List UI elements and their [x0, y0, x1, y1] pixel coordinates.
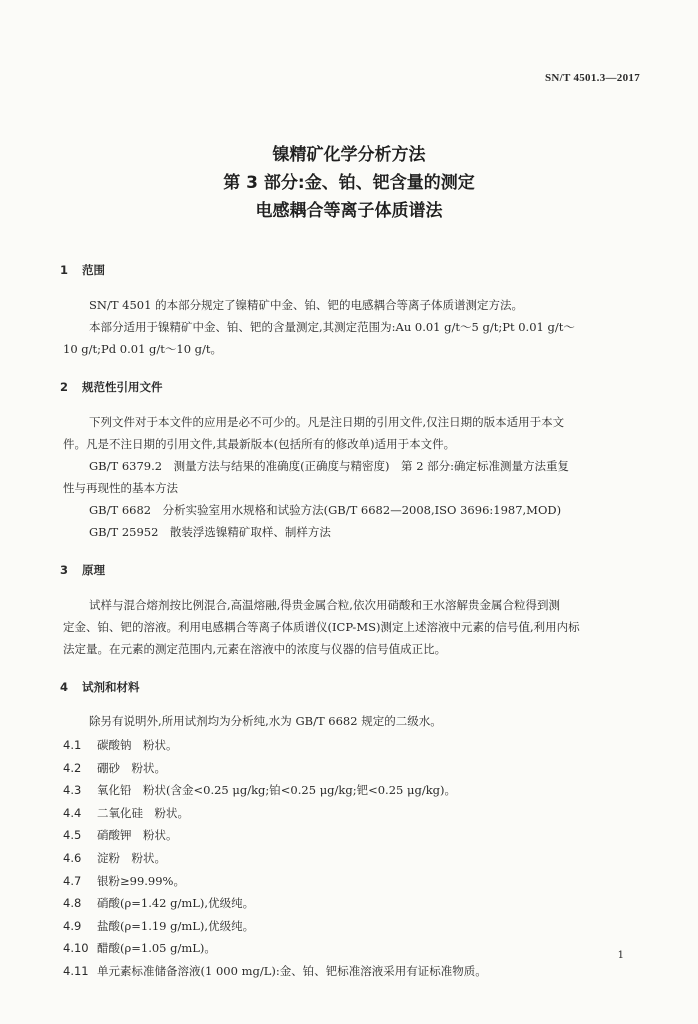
item-text: 单元素标准储备溶液(1 000 mg/L):金、铂、钯标准溶液采用有证标准物质。	[97, 964, 487, 978]
section-title: 规范性引用文件	[82, 380, 163, 394]
section-number: 4	[60, 680, 69, 694]
item-number: 4.9	[63, 918, 82, 933]
list-item	[63, 850, 166, 866]
section-4-heading	[60, 679, 140, 695]
reference-line: GB/T 6682 分析实验室用水规格和试验方法(GB/T 6682—2008,ISO 3696:1987,MOD)	[89, 503, 562, 517]
paragraph: 件。凡是不注日期的引用文件,其最新版本(包括所有的修改单)适用于本文件。	[63, 437, 456, 451]
list-item	[63, 918, 254, 934]
list-item	[63, 895, 254, 911]
item-text: 醋酸(ρ=1.05 g/mL)。	[97, 941, 216, 956]
section-number: 2	[60, 380, 69, 394]
list-item	[63, 805, 189, 821]
item-number: 4.5	[63, 828, 82, 843]
paragraph: SN/T 4501 的本部分规定了镍精矿中金、铂、钯的电感耦合等离子体质谱测定方法。	[89, 298, 524, 312]
item-text: 银粉≥99.99%。	[97, 873, 185, 888]
item-text: 二氧化硅 粉状。	[97, 805, 189, 820]
section-title: 原理	[82, 563, 105, 577]
reference-line: GB/T 25952 散装浮选镍精矿取样、制样方法	[89, 525, 331, 539]
item-number: 4.10	[63, 941, 89, 956]
reference-line: GB/T 6379.2 测量方法与结果的准确度(正确度与精密度) 第 2 部分:确定标准测量方法重复	[89, 459, 570, 473]
item-text: 淀粉 粉状。	[97, 851, 166, 865]
section-number: 1	[60, 263, 69, 277]
section-title: 范围	[82, 263, 105, 277]
paragraph: 除另有说明外,所用试剂均为分析纯,水为 GB/T 6682 规定的二级水。	[89, 714, 442, 728]
item-number: 4.1	[63, 738, 82, 752]
reference-line: 性与再现性的基本方法	[63, 481, 178, 495]
item-number: 4.7	[63, 873, 82, 888]
title-line-3: 电感耦合等离子体质谱法	[255, 201, 443, 221]
list-item	[63, 940, 216, 956]
section-3-heading	[60, 562, 105, 578]
item-number: 4.8	[63, 896, 82, 911]
item-text: 碳酸钠 粉状。	[97, 738, 178, 752]
item-number: 4.4	[63, 805, 82, 820]
paragraph: 10 g/t;Pd 0.01 g/t～10 g/t。	[63, 342, 223, 356]
paragraph: 试样与混合熔剂按比例混合,高温熔融,得贵金属合粒,依次用硝酸和王水溶解贵金属合粒得到测	[89, 598, 560, 612]
page-number: 1	[617, 950, 624, 961]
paragraph: 定金、铂、钯的溶液。利用电感耦合等离子体质谱仪(ICP-MS)测定上述溶液中元素的信号值,利用内标	[63, 620, 580, 634]
paragraph: 法定量。在元素的测定范围内,元素在溶液中的浓度与仪器的信号值成正比。	[63, 642, 447, 656]
item-number: 4.11	[63, 964, 89, 978]
title-line-2: 第 3 部分:金、铂、钯含量的测定	[223, 173, 475, 193]
section-title: 试剂和材料	[82, 680, 140, 694]
section-1-heading	[60, 262, 105, 278]
item-text: 硝酸钾 粉状。	[97, 828, 178, 843]
item-text: 硝酸(ρ=1.42 g/mL),优级纯。	[97, 896, 255, 911]
list-item	[63, 782, 456, 798]
list-item	[63, 963, 487, 979]
paragraph: 本部分适用于镍精矿中金、铂、钯的含量测定,其测定范围为:Au 0.01 g/t～5 g/t;Pt 0.01 g/t～	[89, 320, 575, 334]
item-text: 氧化铅 粉状(含金<0.25 μg/kg;铂<0.25 μg/kg;钯<0.25 μg/kg)。	[97, 783, 457, 798]
item-text: 盐酸(ρ=1.19 g/mL),优级纯。	[97, 918, 255, 933]
item-text: 硼砂 粉状。	[97, 760, 166, 775]
list-item	[63, 827, 178, 843]
list-item	[63, 873, 185, 889]
document-number: SN/T 4501.3—2017	[544, 72, 640, 84]
item-number: 4.3	[63, 783, 82, 798]
paragraph: 下列文件对于本文件的应用是必不可少的。凡是注日期的引用文件,仅注日期的版本适用于本文	[89, 415, 565, 429]
list-item	[63, 737, 178, 753]
title-line-1: 镍精矿化学分析方法	[272, 145, 426, 165]
list-item	[63, 760, 166, 776]
item-number: 4.6	[63, 851, 82, 865]
section-number: 3	[60, 563, 69, 577]
section-2-heading	[60, 379, 163, 395]
item-number: 4.2	[63, 760, 82, 775]
